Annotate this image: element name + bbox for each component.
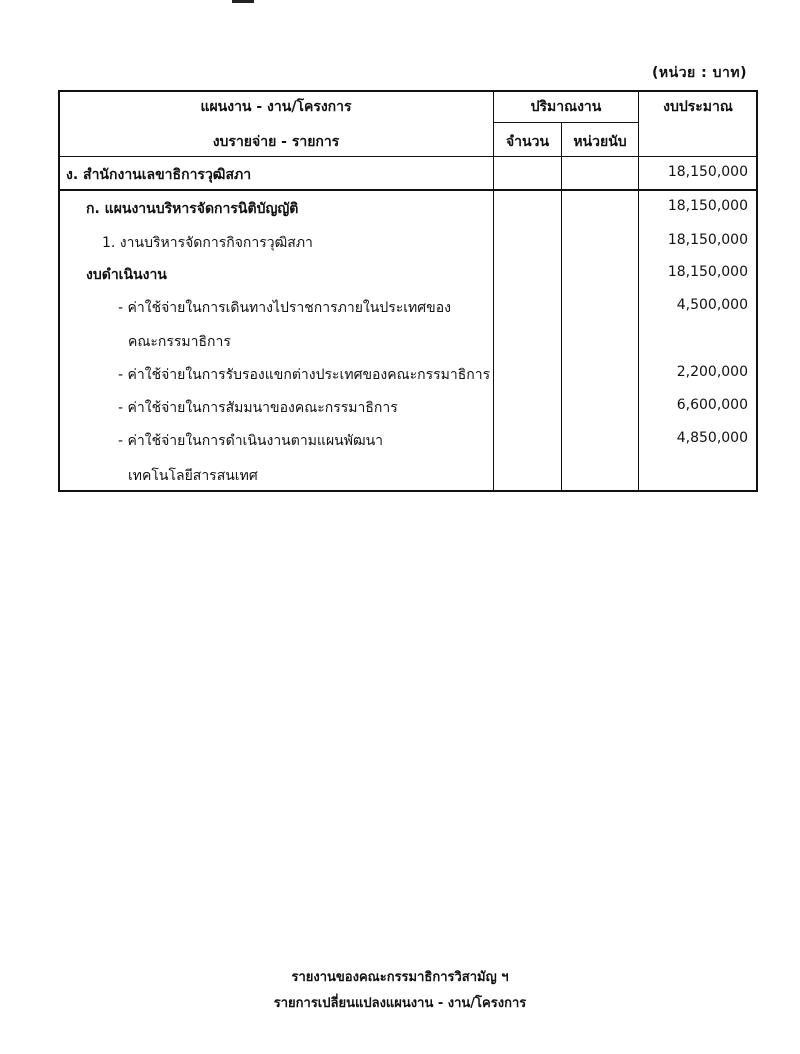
row-task-label: 1. งานบริหารจัดการกิจการวุฒิสภา [102, 235, 313, 251]
row-reception-value: 2,200,000 [676, 364, 748, 380]
row-travel-label-cont: คณะกรรมาธิการ [128, 334, 231, 350]
row-operating-label: งบดำเนินงาน [86, 267, 167, 283]
row-it-plan-label-cont: เทคโนโลยีสารสนเทศ [128, 468, 258, 484]
section-rule [59, 189, 757, 191]
footer-report-subtitle: รายการเปลี่ยนแปลงแผนงาน - งาน/โครงการ [273, 996, 527, 1011]
row-seminar-label: - ค่าใช้จ่ายในการสัมมนาของคณะกรรมาธิการ [118, 400, 398, 416]
top-edge-mark [232, 0, 254, 3]
row-office-label: ง. สำนักงานเลขาธิการวุฒิสภา [66, 167, 252, 183]
header-quantity: ปริมาณงาน [530, 99, 602, 115]
header-unit: หน่วยนับ [573, 134, 627, 150]
row-travel-label: - ค่าใช้จ่ายในการเดินทางไปราชการภายในประเทศของ [118, 300, 451, 316]
row-task-value: 18,150,000 [667, 232, 748, 248]
row-reception-label: - ค่าใช้จ่ายในการรับรองแขกต่างประเทศของคณะกรรมาธิการ [118, 367, 491, 383]
row-plan-value: 18,150,000 [667, 198, 748, 214]
header-budget: งบประมาณ [663, 99, 733, 115]
footer-report-title: รายงานของคณะกรรมาธิการวิสามัญ ฯ [291, 970, 509, 985]
row-seminar-value: 6,600,000 [676, 397, 748, 413]
row-travel-value: 4,500,000 [676, 297, 748, 313]
row-office-value: 18,150,000 [667, 164, 748, 180]
row-plan-label: ก. แผนงานบริหารจัดการนิติบัญญัติ [86, 201, 299, 217]
header-plan-label: แผนงาน - งาน/โครงการ [200, 99, 352, 115]
col-divider-3 [638, 91, 639, 491]
row-it-plan-value: 4,850,000 [676, 430, 748, 446]
quantity-header-rule [493, 122, 638, 123]
col-divider-2 [561, 122, 562, 491]
header-bottom-rule [59, 156, 757, 157]
unit-note: (หน่วย : บาท) [652, 65, 747, 81]
header-expense-label: งบรายจ่าย - รายการ [212, 134, 340, 150]
row-it-plan-label: - ค่าใช้จ่ายในการดำเนินงานตามแผนพัฒนา [118, 433, 384, 449]
header-amount: จำนวน [505, 134, 550, 150]
row-operating-value: 18,150,000 [667, 264, 748, 280]
